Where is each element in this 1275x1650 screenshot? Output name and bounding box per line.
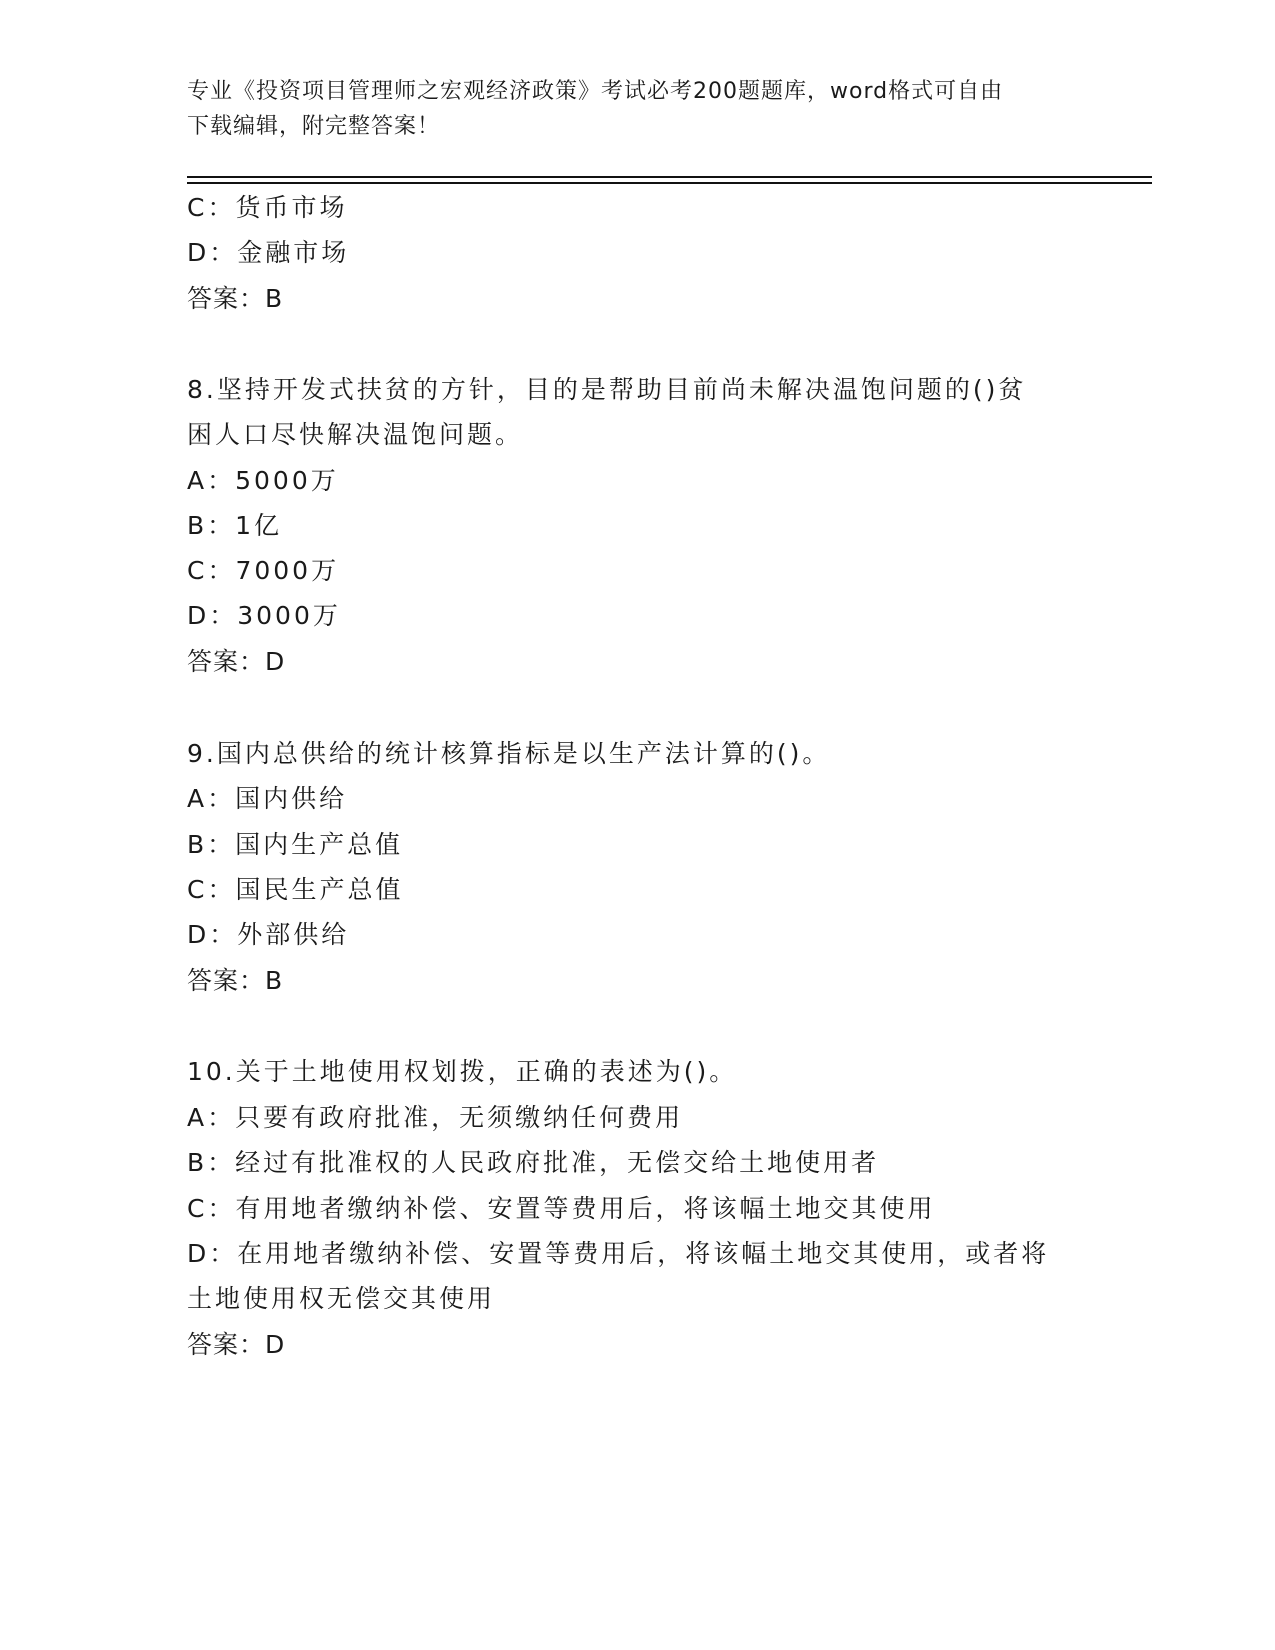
q8-option-b: B：1亿 (187, 511, 283, 540)
header-line-2: 下载编辑，附完整答案！ (187, 114, 441, 139)
q9-option-d: D：外部供给 (187, 920, 350, 949)
q9-option-c: C：国民生产总值 (187, 875, 404, 904)
document-header (187, 74, 1067, 144)
q10-option-a: A：只要有政府批准，无须缴纳任何费用 (187, 1103, 684, 1132)
q8-option-d: D：3000万 (187, 601, 341, 630)
header-divider-bottom (187, 182, 1152, 184)
q9-option-a: A：国内供给 (187, 784, 348, 813)
q10-option-b: B：经过有批准权的人民政府批准，无偿交给土地使用者 (187, 1148, 880, 1177)
prev-answer: 答案：B (187, 284, 284, 313)
q8-stem-line-2: 困人口尽快解决温饱问题。 (187, 420, 524, 449)
q10-stem: 10.关于土地使用权划拨，正确的表述为()。 (187, 1057, 738, 1086)
q9-stem: 9.国内总供给的统计核算指标是以生产法计算的()。 (187, 739, 831, 768)
q8-answer: 答案：D (187, 647, 286, 676)
header-divider-top (187, 176, 1152, 178)
q8-option-c: C：7000万 (187, 556, 340, 585)
q8-stem-line-1: 8.坚持开发式扶贫的方针，目的是帮助目前尚未解决温饱问题的()贫 (187, 375, 1027, 404)
q9-option-b: B：国内生产总值 (187, 830, 404, 859)
q10-option-c: C：有用地者缴纳补偿、安置等费用后，将该幅土地交其使用 (187, 1194, 936, 1223)
header-line-1: 专业《投资项目管理师之宏观经济政策》考试必考200题题库，word格式可自由 (187, 79, 1004, 104)
q10-answer: 答案：D (187, 1330, 286, 1359)
q10-option-d-line-2: 土地使用权无偿交其使用 (187, 1284, 496, 1313)
q10-option-d-line-1: D：在用地者缴纳补偿、安置等费用后，将该幅土地交其使用，或者将 (187, 1239, 1050, 1268)
q8-option-a: A：5000万 (187, 466, 339, 495)
prev-option-c: C：货币市场 (187, 193, 348, 222)
prev-option-d: D：金融市场 (187, 238, 350, 267)
q9-answer: 答案：B (187, 966, 284, 995)
